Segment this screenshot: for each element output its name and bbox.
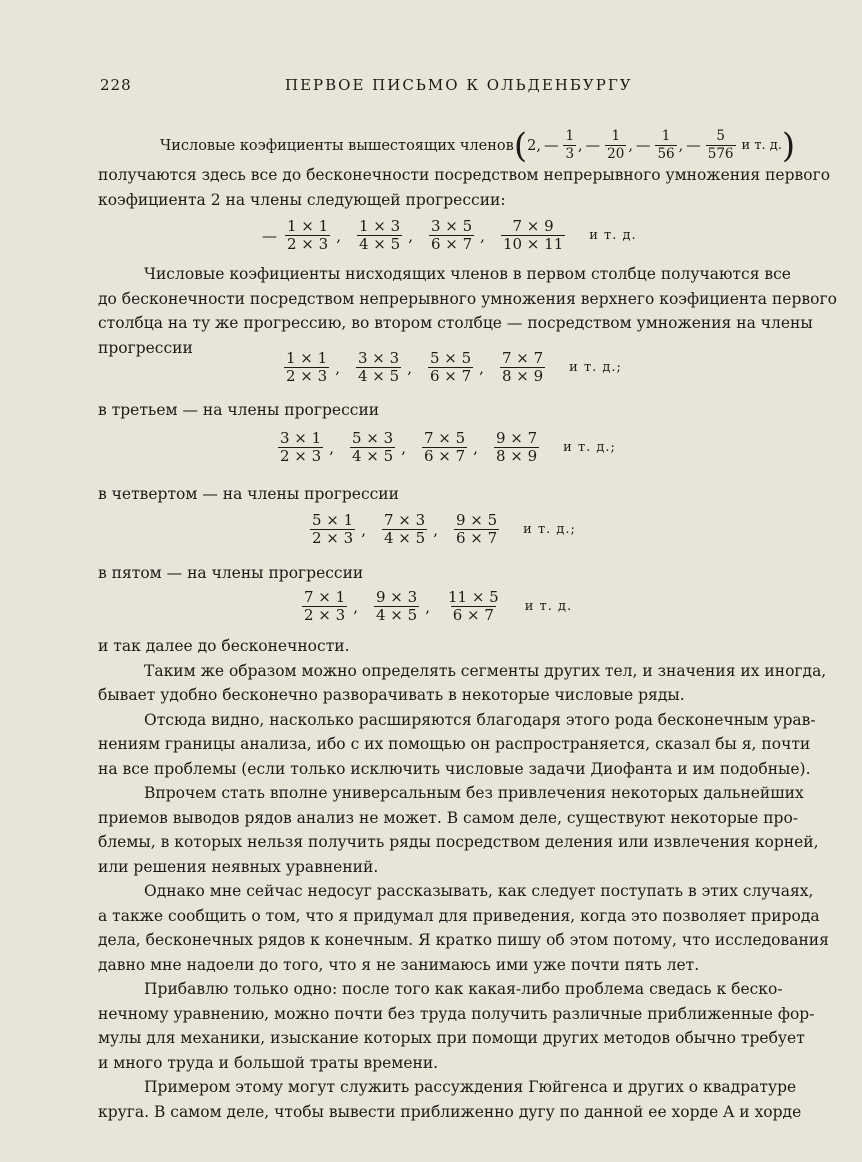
fraction-numerator: 7 × 7 — [501, 349, 544, 367]
text-line: и много труда и большой траты времени. — [98, 1053, 439, 1072]
term-separator: , — [479, 358, 484, 377]
fraction-numerator: 1 × 1 — [287, 217, 329, 235]
term-separator: , — [353, 597, 358, 616]
text-line: дела, бесконечных рядов к конечным. Я кратко пишу об этом потому, что исследования — [98, 931, 829, 949]
fraction-numerator: 5 × 5 — [429, 349, 472, 367]
fraction — [278, 430, 323, 465]
fraction-numerator: 1 — [565, 128, 575, 144]
fraction-numerator: 9 × 3 — [375, 588, 418, 606]
fraction — [374, 589, 419, 624]
fraction-denominator: 3 — [565, 146, 575, 162]
text-line: столбца на ту же прогрессию, во втором столбце — посредством умножения на члены — [98, 314, 813, 332]
fraction-numerator: 3 × 1 — [280, 429, 322, 447]
term-separator: , — [401, 438, 406, 457]
fraction-denominator: 10 × 11 — [502, 235, 564, 253]
fraction-numerator: 9 × 5 — [455, 511, 498, 529]
fraction-denominator: 6 × 7 — [430, 235, 473, 253]
text-line: Однако мне сейчас недосуг рассказывать, как следует поступать в этих случаях, — [144, 882, 814, 900]
etc-label: и т. д.; — [523, 522, 576, 537]
fraction-numerator: 1 × 3 — [358, 217, 401, 235]
text-line: в третьем — на члены прогрессии — [98, 401, 380, 419]
minus-sign: — — [543, 137, 559, 154]
term-separator: , — [329, 438, 334, 457]
fraction — [382, 512, 427, 547]
fraction-denominator: 2 × 3 — [287, 235, 329, 253]
body-text — [98, 634, 829, 1124]
open-paren: ( — [513, 125, 528, 166]
text-line: Таким же образом можно определять сегменты других тел, и значения их иногда, — [144, 661, 827, 680]
text-line: в четвертом — на члены прогрессии — [98, 485, 399, 503]
fraction-numerator: 5 × 3 — [351, 429, 394, 447]
fraction — [454, 512, 499, 547]
fraction-denominator: 4 × 5 — [375, 606, 418, 624]
fraction-denominator: 4 × 5 — [358, 235, 401, 253]
text-line: на все проблемы (если только исключить числовые задачи Диофанта и им подобные). — [98, 759, 811, 778]
fraction-numerator: 3 × 5 — [430, 217, 473, 235]
text-line: до бесконечности посредством непрерывного умножения верхнего коэфициента первого — [98, 289, 837, 308]
text-line: Отсюда видно, насколько расширяются благодаря этого рода бесконечным урав- — [144, 710, 816, 729]
comma: , — [628, 137, 633, 154]
third-column-line — [98, 398, 792, 423]
text-line: нениям границы анализа, ибо с их помощью он распространяется, сказал бы я, почти — [98, 735, 811, 753]
progression-3 — [276, 430, 616, 465]
fraction — [563, 128, 576, 163]
fraction-denominator: 56 — [657, 146, 675, 162]
fraction-denominator: 4 × 5 — [351, 447, 394, 465]
fraction-denominator: 20 — [607, 146, 625, 162]
fraction-denominator: 6 × 7 — [429, 367, 472, 385]
fraction — [422, 430, 467, 465]
progression-2 — [282, 350, 622, 385]
fraction-numerator: 7 × 9 — [512, 217, 554, 235]
text-line: в пятом — на члены прогрессии — [98, 564, 364, 582]
fraction-numerator: 3 × 3 — [357, 349, 400, 367]
coefficient-etc: и т. д. — [741, 138, 782, 153]
fraction — [446, 589, 501, 624]
term-separator: , — [336, 226, 341, 245]
text-line: круга. В самом деле, чтобы вывести приближенно дугу по данной ее хорде A и хорде — [98, 1102, 802, 1121]
text-line: давно мне надоели до того, что я не занимаюсь ими уже почти пять лет. — [98, 955, 700, 974]
fraction — [429, 218, 474, 253]
text-line: Прибавлю только одно: после того как какая-либо проблема сведась к беско- — [144, 980, 783, 998]
minus-sign: — — [686, 137, 701, 154]
fraction-denominator: 2 × 3 — [312, 529, 354, 547]
text-line: нечному уравнению, можно почти без труда получить различные приближенные фор- — [98, 1004, 815, 1023]
fraction — [356, 350, 401, 385]
term-separator: , — [480, 226, 485, 245]
minus-sign: — — [585, 137, 601, 154]
fourth-column-line — [98, 482, 792, 507]
running-title: ПЕРВОЕ ПИСЬМО К ОЛЬДЕНБУРГУ — [285, 76, 633, 94]
progression-4 — [308, 512, 576, 547]
progression-5 — [300, 589, 572, 624]
first-term: 2, — [527, 137, 541, 154]
page-number: 228 — [100, 76, 132, 94]
term-separator: , — [408, 226, 413, 245]
coefficient-fractions — [541, 128, 738, 163]
minus-sign: — — [262, 226, 277, 245]
term-separator: , — [433, 520, 438, 539]
fraction — [501, 218, 565, 253]
fraction — [284, 350, 329, 385]
text-line: или решения неявных уравнений. — [98, 857, 379, 876]
fraction-denominator: 2 × 3 — [304, 606, 346, 624]
text-line: Числовые коэфициенты нисходящих членов в первом столбце получаются все — [144, 265, 791, 283]
coefficient-lead: Числовые коэфициенты вышестоящих членов — [160, 137, 514, 154]
fraction — [350, 430, 395, 465]
text-line: прогрессии — [98, 338, 193, 357]
fraction-denominator: 6 × 7 — [452, 606, 494, 624]
text-line: приемов выводов рядов анализ не может. В самом деле, существуют некоторые про- — [98, 808, 799, 827]
fraction-numerator: 1 × 1 — [286, 349, 328, 367]
fraction-numerator: 7 × 1 — [304, 588, 346, 606]
comma: , — [678, 137, 684, 154]
fraction-numerator: 9 × 7 — [495, 429, 538, 447]
etc-label: и т. д.; — [569, 360, 622, 375]
term-separator: , — [361, 520, 366, 539]
term-separator: , — [473, 438, 478, 457]
term-separator: , — [335, 358, 340, 377]
etc-label: и т. д. — [589, 228, 637, 243]
text-line: коэфициента 2 на члены следующей прогрессии: — [98, 190, 506, 209]
text-line: а также сообщить о том, что я придумал для приведения, когда это позволяет природа — [98, 906, 820, 925]
fraction-numerator: 11 × 5 — [447, 588, 499, 606]
close-paren: ) — [781, 125, 796, 166]
etc-label: и т. д. — [524, 599, 573, 614]
progression-1 — [262, 218, 637, 253]
paragraph-1 — [98, 163, 831, 212]
fraction — [706, 128, 736, 163]
fifth-column-line — [98, 561, 792, 586]
fraction-denominator: 2 × 3 — [280, 447, 322, 465]
fraction-numerator: 7 × 3 — [383, 511, 426, 529]
fraction — [357, 218, 402, 253]
fraction — [285, 218, 330, 253]
fraction-numerator: 5 — [716, 128, 725, 144]
fraction-denominator: 6 × 7 — [423, 447, 466, 465]
comma: , — [578, 137, 583, 154]
term-separator: , — [425, 597, 430, 616]
fraction-denominator: 4 × 5 — [357, 367, 400, 385]
fraction-denominator: 8 × 9 — [501, 367, 544, 385]
fraction-denominator: 4 × 5 — [383, 529, 426, 547]
fraction — [494, 430, 539, 465]
text-line: бывает удобно бесконечно разворачивать в некоторые числовые ряды. — [98, 686, 685, 704]
fraction — [428, 350, 473, 385]
fraction-denominator: 6 × 7 — [455, 529, 498, 547]
minus-sign: — — [635, 137, 651, 154]
paragraph-2 — [98, 262, 837, 360]
coefficient-line — [160, 125, 800, 166]
fraction — [655, 128, 676, 163]
text-line: Впрочем стать вполне универсальным без привлечения некоторых дальнейших — [144, 784, 804, 802]
text-line: мулы для механики, изыскание которых при помощи других методов обычно требует — [98, 1029, 805, 1047]
text-line: и так далее до бесконечности. — [98, 637, 350, 655]
text-line: получаются здесь все до бесконечности посредством непрерывного умножения первого — [98, 166, 831, 184]
fraction-numerator: 1 — [661, 128, 671, 144]
fraction-numerator: 7 × 5 — [423, 429, 466, 447]
fraction — [605, 128, 626, 163]
fraction-denominator: 8 × 9 — [495, 447, 538, 465]
fraction — [302, 589, 347, 624]
fraction-denominator: 576 — [707, 146, 734, 162]
fraction-numerator: 5 × 1 — [312, 511, 354, 529]
fraction-numerator: 1 — [611, 128, 621, 144]
text-line: блемы, в которых нельзя получить ряды посредством деления или извлечения корней, — [98, 833, 819, 851]
fraction — [310, 512, 355, 547]
etc-label: и т. д.; — [563, 440, 616, 455]
fraction-denominator: 2 × 3 — [286, 367, 328, 385]
text-line: Примером этому могут служить рассуждения Гюйгенса и других о квадратуре — [144, 1078, 797, 1096]
term-separator: , — [407, 358, 412, 377]
fraction — [500, 350, 545, 385]
